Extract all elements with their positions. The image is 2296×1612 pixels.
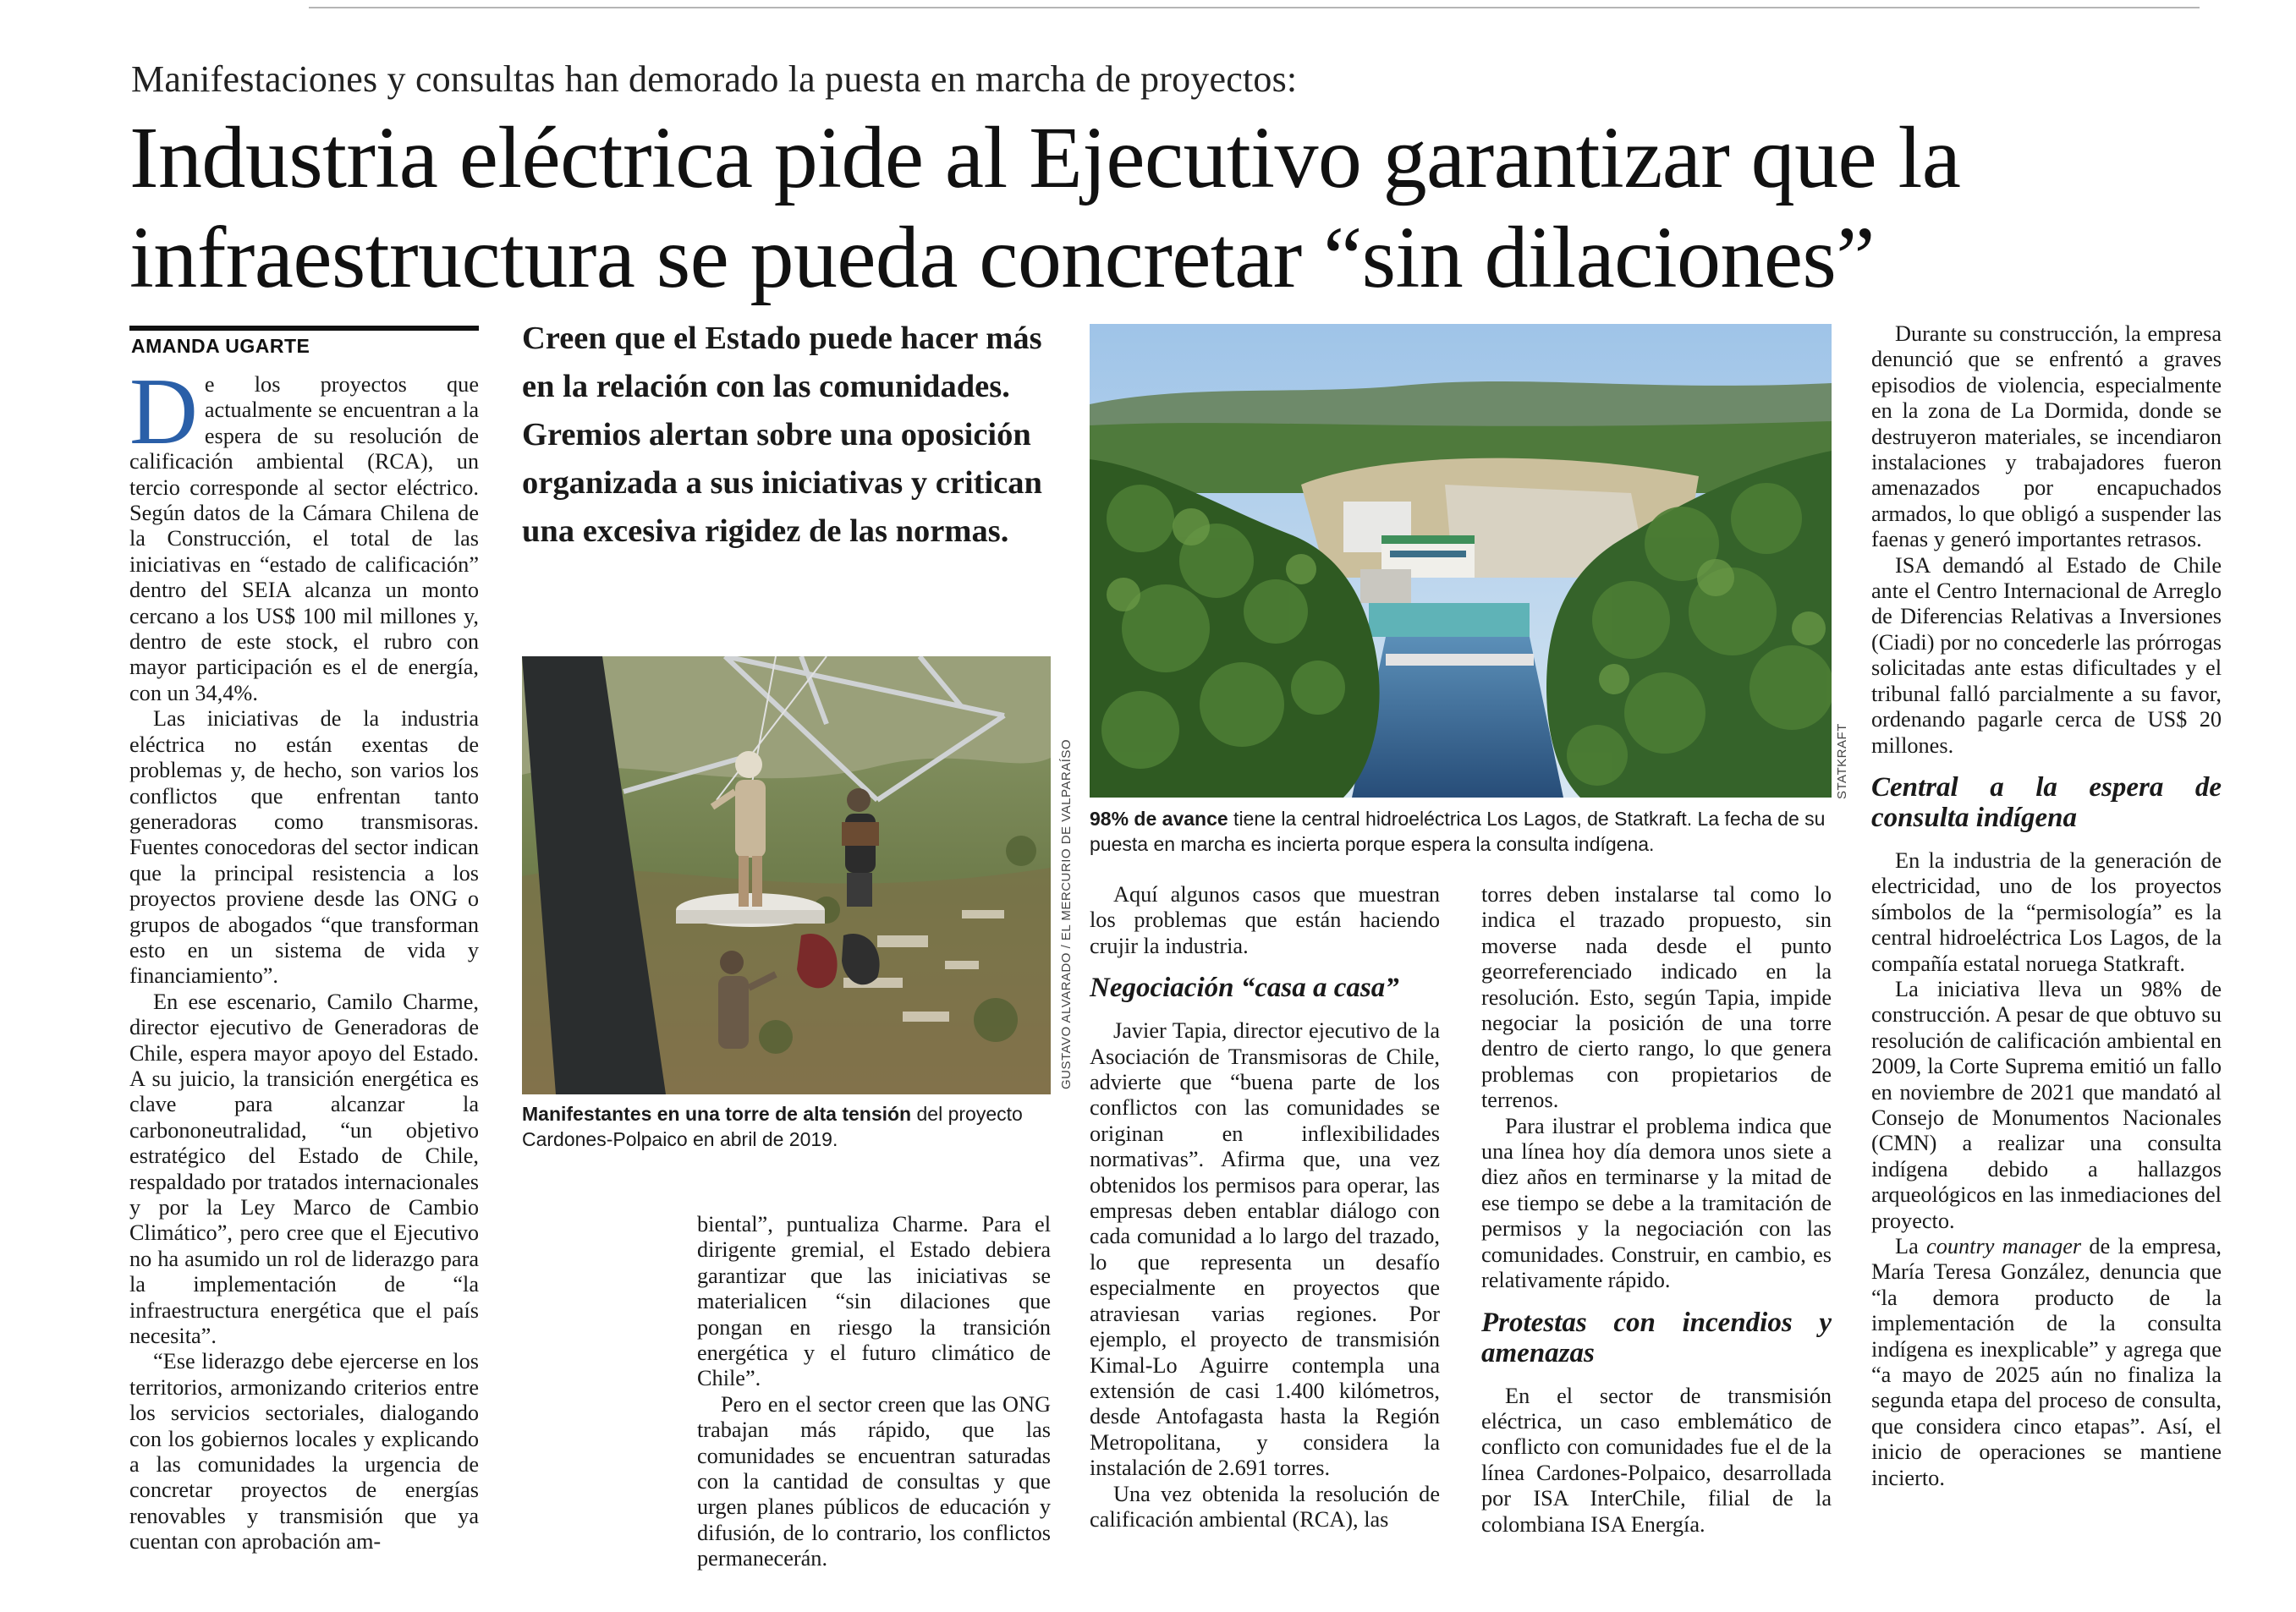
photo-credit-tower: GUSTAVO ALVARADO / EL MERCURIO DE VALPARAÍSO (1059, 738, 1074, 1089)
body-text: La (1895, 1234, 1927, 1258)
body-paragraph: De los proyectos que actualmente se encuentran a la espera de su resolución de calificación ambiental (RCA), un tercio corresponde al sector eléctrico. Según datos de la Cámara Chilena de la Construcción, el total de las iniciativas en “estado de calificación” dentro del SEIA alcanza un monto cercano a los US$ 100 mil millones y, dentro de este stock, el rubro con mayor participación es el de energía, con un 34,4%. (129, 359, 479, 705)
body-paragraph: Pero en el sector creen que las ONG trabajan más rápido, que las comunidades se encuentran saturadas con la cantidad de consultas y que urgen planes públicos de educación y difusión, de lo contrario, los conflictos permanecerán. (697, 1391, 1051, 1571)
section-subheading: Negociación “casa a casa” (1090, 973, 1399, 1004)
tower-protest-photo (522, 656, 1051, 1094)
italic-term: country manager (1926, 1234, 2082, 1258)
body-paragraph: Durante su construcción, la empresa denunció que se enfrentó a graves episodios de violencia, especialmente en la zona de La Dormida, donde se destruyeron materiales, se incendiaron instalaciones y trabajadores fueron amenazados por encapuchados armados, lo que obligó a suspender las faenas y generó importantes retrasos. (1871, 321, 2222, 552)
section-subheading: Central a la espera de consulta indígena (1871, 771, 2222, 833)
section-subheading: Protestas con incendios y amenazas (1481, 1307, 1832, 1368)
photo-credit-hydro: STATKRAFT (1835, 723, 1849, 799)
body-paragraph (1871, 1234, 2222, 1491)
photo-caption-tower (522, 1101, 1051, 1152)
headline: Industria eléctrica pide al Ejecutivo garantizar que la infraestructura se pueda concretar “sin dilaciones” (129, 109, 1961, 306)
body-paragraph: Las iniciativas de la industria eléctrica no están exentas de problemas y, de hecho, son varios los conflictos que enfrentan tanto generadoras como transmisoras. Fuentes conocedoras del sector indican que la principal resistencia a los proyectos proviene desde las ONG o grupos de abogados “que transforman esto en un sistema de vida y financiamiento”. (129, 706, 479, 989)
caption-bold: Manifestantes en una torre de alta tensión (522, 1103, 912, 1125)
article-column-1 (129, 359, 479, 1555)
body-paragraph: “Ese liderazgo debe ejercerse en los territorios, armonizando criterios entre los servicios sectoriales, dialogando con los gobiernos locales y explicando a las comunidades la urgencia de concretar proyectos de energías renovables y transmisión que ya cuentan con aprobación am- (129, 1349, 479, 1554)
body-paragraph: Para ilustrar el problema indica que una línea hoy día demora unos siete a diez años en terminarse y la mitad de ese tiempo se debe a la tramitación de permisos y la negociación con las comunidades. Construir, en cambio, es relativamente rápido. (1481, 1113, 1832, 1293)
caption-text: tiene la central hidroeléctrica Los Lagos, de Statkraft. La fecha de su puesta en marcha es incierta porque espera la consulta indígena. (1090, 808, 1826, 855)
body-paragraph: En la industria de la generación de electricidad, uno de los proyectos símbolos de la “permisología” es la central hidroeléctrica Los Lagos, de la compañía estatal noruega Statkraft. (1871, 847, 2222, 976)
article-column-2 (697, 1212, 1051, 1572)
byline-rule (129, 326, 479, 331)
kicker: Manifestaciones y consultas han demorado la puesta en marcha de proyectos: (131, 58, 1298, 100)
deck: Creen que el Estado puede hacer más en la relación con las comunidades. Gremios alertan sobre una oposición organizada a sus iniciativas y critican una excesiva rigidez de las normas. (522, 321, 1042, 549)
article-column-3 (1090, 882, 1440, 1532)
body-paragraph: Javier Tapia, director ejecutivo de la Asociación de Transmisoras de Chile, advierte que “buena parte de los conflictos con las comunidades se originan en inflexibilidades normativas”. Afirma que, una vez obtenidos los permisos para operar, las empresas deben entablar diálogo con cada comunidad a lo largo del trazado, lo que representa un desafío especialmente en proyectos que atraviesan varias regiones. Por ejemplo, el proyecto de transmisión Kimal-Lo Aguirre contempla una extensión de casi 1.400 kilómetros, desde Antofagasta hasta la Región Metropolitana, y considera la instalación de 2.691 torres. (1090, 1018, 1440, 1481)
caption-bold: 98% de avance (1090, 808, 1228, 830)
body-paragraph: Una vez obtenida la resolución de calificación ambiental (RCA), las (1090, 1481, 1440, 1532)
body-paragraph: En ese escenario, Camilo Charme, director ejecutivo de Generadoras de Chile, espera mayor apoyo del Estado. A su juicio, la transición energética es clave para alcanzar la carbononeutralidad, “un objetivo estratégico del Estado de Chile, respaldado por tratados internacionales y por la Ley Marco de Cambio Climático”, pero cree que el Ejecutivo no ha asumido un rol de liderazgo para la implementación de “la infraestructura energética que el país necesita”. (129, 989, 479, 1349)
top-rule (309, 7, 2200, 8)
body-paragraph: Aquí algunos casos que muestran los problemas que están haciendo crujir la industria. (1090, 882, 1440, 958)
caption-text: del proyecto Cardones-Polpaico en abril de 2019. (522, 1103, 1023, 1150)
hydro-plant-image (1090, 324, 1832, 798)
body-text: de la empresa, María Teresa González, denuncia que “la demora producto de la implementación de la consulta indígena es inexplicable” y agrega que “a mayo de 2025 aún no finaliza la segunda etapa del proceso de consulta, que considera cinco etapas”. Así, el inicio de operaciones se mantiene incierto. (1871, 1234, 2222, 1490)
body-paragraph: torres deben instalarse tal como lo indica el trazado propuesto, sin moverse nada desde el punto georreferenciado indicado en la resolución. Esto, según Tapia, impide negociar la posición de una torre dentro de cierto rango, lo que genera problemas con propietarios de terrenos. (1481, 882, 1832, 1113)
photo-caption-hydro (1090, 806, 1832, 857)
tower-protest-image (522, 656, 1051, 1094)
body-paragraph: En el sector de transmisión eléctrica, un caso emblemático de conflicto con comunidades fue el de la línea Cardones-Polpaico, desarrollada por ISA InterChile, filial de la colombiana ISA Energía. (1481, 1383, 1832, 1537)
body-paragraph: ISA demandó al Estado de Chile ante el Centro Internacional de Arreglo de Diferencias Relativas a Inversiones (Ciadi) por no concederle las prórrogas solicitadas ante estas dificultades y el tribunal falló parcialmente a su favor, ordenando pagarle cerca de US$ 20 millones. (1871, 552, 2222, 758)
article-column-5 (1871, 321, 2222, 1491)
byline: AMANDA UGARTE (131, 335, 310, 357)
article-column-4 (1481, 882, 1832, 1538)
hydro-plant-photo (1090, 324, 1832, 798)
body-paragraph: biental”, puntualiza Charme. Para el dirigente gremial, el Estado debiera garantizar que las iniciativas se materialicen “sin dilaciones que pongan en riesgo la transición energética y el futuro climático de Chile”. (697, 1212, 1051, 1391)
body-paragraph: La iniciativa lleva un 98% de construcción. A pesar de que obtuvo su resolución de calificación ambiental en 2009, la Corte Suprema emitió un fallo en noviembre de 2021 que mandató al Consejo de Monumentos Nacionales (CMN) a realizar una consulta indígena debido a hallazgos arqueológicos en las inmediaciones del proyecto. (1871, 976, 2222, 1233)
